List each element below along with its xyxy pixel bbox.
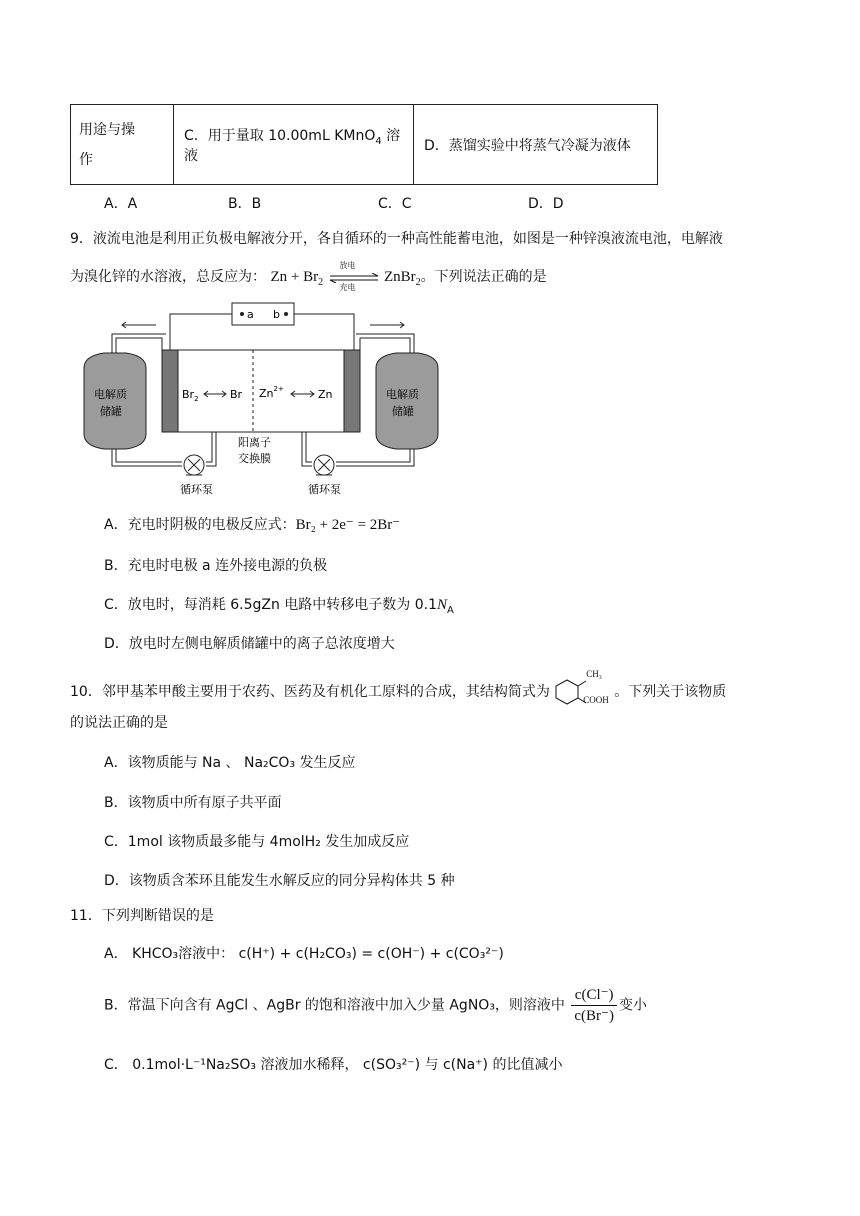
q8-option-b: B．B <box>228 196 262 212</box>
membrane-label-2: 交换膜 <box>238 452 271 465</box>
left-pump-label: 循环泵 <box>180 483 213 496</box>
left-electrode <box>162 350 178 432</box>
q9-stem-post: 。下列说法正确的是 <box>420 269 547 285</box>
right-electrolyte-tank <box>376 353 438 449</box>
eq-arrow-top: 放电 <box>339 261 356 270</box>
left-electrolyte-tank <box>84 353 146 449</box>
q9-option-c: C．放电时，每消耗 6.5gZn 电路中转移电子数为 $0.1N_A$ <box>104 597 454 616</box>
q8-option-a: A．A <box>104 196 138 212</box>
table-cell-option-c <box>174 105 414 185</box>
q8-option-d: D．D <box>528 196 564 212</box>
q8-option-c: C．C <box>378 196 412 212</box>
left-pump-icon <box>184 455 204 475</box>
right-tank-label-1: 电解质 <box>386 388 419 401</box>
q9-stem-line1: 9．液流电池是利用正负极电解液分开，各自循环的一种高性能蓄电池，如图是一种锌溴液流电池，电解液 <box>70 231 723 247</box>
q10-option-c: C．1mol 该物质最多能与 4molH₂ 发生加成反应 <box>104 834 410 850</box>
q10-option-d: D．该物质含苯环且能发生水解反应的同分异构体共 5 种 <box>104 873 455 889</box>
eq-arrow-bottom: 充电 <box>339 283 356 292</box>
flow-battery-diagram <box>74 298 454 498</box>
q11-stem: 11．下列判断错误的是 <box>70 908 214 924</box>
q10-stem-line1: 10．邻甲基苯甲酸主要用于农药、医药及有机化工原料的合成，其结构简式为 CH₃ COOH 。下列关于该物质 <box>70 675 726 709</box>
right-pump-icon <box>314 455 334 475</box>
q11-option-a: A． KHCO₃溶液中： c(H⁺) + c(H₂CO₃) = c(OH⁻) + c(CO₃²⁻) <box>104 946 504 962</box>
table-label-line2: 作 <box>79 151 93 168</box>
left-product: Br <box>230 388 243 401</box>
left-tank-label-2: 储罐 <box>100 405 122 418</box>
q10-stem-line2: 的说法正确的是 <box>70 715 168 731</box>
q11-option-b-fraction: $\frac{c(Cl^-)}{c(Br^-)}$ <box>571 985 617 1026</box>
q9-option-a: A．充电时阴极的电极反应式：Br₂ + 2e⁻ = 2Br⁻ <box>104 517 401 533</box>
left-species: $Br_2$ <box>182 388 199 403</box>
q9-eq-right: ZnBr$_2$ <box>383 269 421 288</box>
electrode-a-label: a <box>247 308 254 321</box>
left-tank-label-1: 电解质 <box>94 388 127 401</box>
q10-option-a: A．该物质能与 Na 、 Na₂CO₃ 发生反应 <box>104 755 356 771</box>
membrane-label-1: 阳离子 <box>238 436 271 449</box>
table-cell-option-d: D．蒸馏实验中将蒸气冷凝为液体 <box>414 105 658 185</box>
q9-option-b: B．充电时电极 a 连外接电源的负极 <box>104 558 328 574</box>
right-tank-label-2: 储罐 <box>392 405 414 418</box>
electrode-b-label: b <box>273 308 280 321</box>
cell-c-sub: 4 <box>375 135 382 147</box>
cell-c-tail: 溶液 <box>184 127 401 164</box>
q11-option-b: B．常温下向含有 AgCl 、AgBr 的饱和溶液中加入少量 AgNO₃，则溶液中 $\frac{c(Cl^-)}{c(Br^-)}$ 变小 <box>104 987 647 1024</box>
struct-ch3-label: CH₃ <box>586 669 602 679</box>
q9-option-d: D．放电时左侧电解质储罐中的离子总浓度增大 <box>104 636 395 652</box>
benzene-ring-structure <box>554 669 614 709</box>
struct-cooh-label: COOH <box>583 695 609 705</box>
q10-option-b: B．该物质中所有原子共平面 <box>104 795 282 811</box>
cell-c-text: C．用于量取 10.00mL KMnO <box>184 127 376 144</box>
q9-stem-line2 <box>70 261 547 292</box>
right-pump-label: 循环泵 <box>308 483 341 496</box>
q9-eq-left: $Zn + Br_2$ <box>270 269 324 288</box>
right-ion: $Zn^{2+}$ <box>259 385 284 400</box>
q9-option-a-eq: Br₂ + 2e⁻ = 2Br⁻ <box>295 517 401 533</box>
q11-option-c: C． 0.1mol·L⁻¹Na₂SO₃ 溶液加水稀释， c(SO₃²⁻) 与 c(Na⁺) 的比值减小 <box>104 1057 563 1073</box>
table-label-line1: 用途与操 <box>79 121 135 138</box>
table-label-cell <box>71 105 174 185</box>
right-product: Zn <box>318 388 333 401</box>
apparatus-table <box>70 104 658 185</box>
reversible-arrow-icon <box>328 261 380 292</box>
q9-stem-pre: 为溴化锌的水溶液，总反应为： <box>70 269 266 285</box>
right-electrode <box>344 350 360 432</box>
